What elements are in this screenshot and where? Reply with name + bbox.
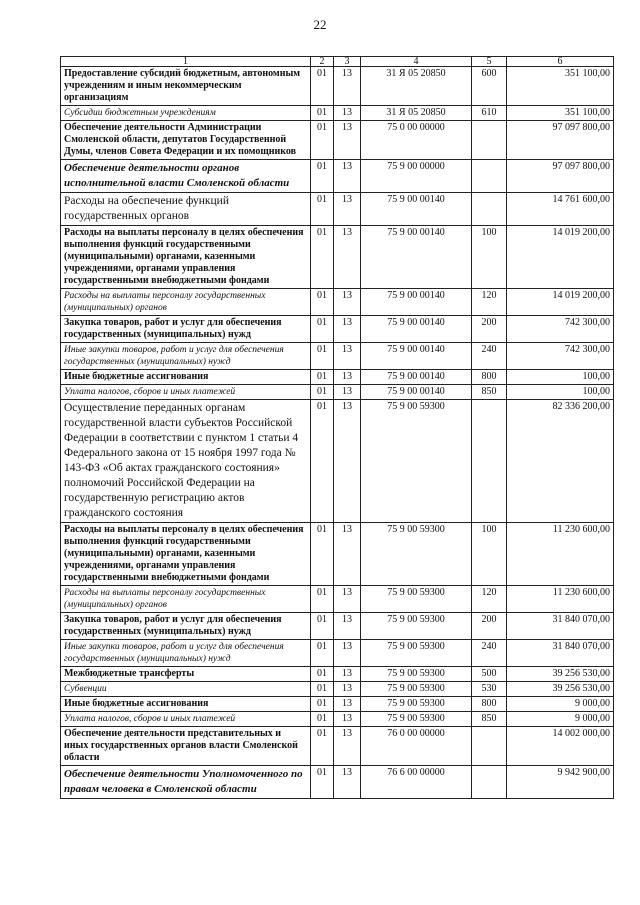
row-name-cell: Иные закупки товаров, работ и услуг для обеспечения государственных (муниципальных) нужд (61, 640, 311, 667)
row-target-article-cell: 75 9 00 59300 (361, 667, 472, 682)
row-name-cell: Закупка товаров, работ и услуг для обеспечения государственных (муниципальных) нужд (61, 316, 311, 343)
row-amount-cell: 39 256 530,00 (507, 682, 614, 697)
row-amount-cell: 11 230 600,00 (507, 523, 614, 586)
row-amount-cell: 9 000,00 (507, 712, 614, 727)
col-header-6: 6 (507, 57, 614, 67)
row-target-article-cell: 75 9 00 00140 (361, 385, 472, 400)
row-name-cell: Иные бюджетные ассигнования (61, 370, 311, 385)
col-header-2: 2 (311, 57, 334, 67)
row-subsection-cell: 13 (334, 613, 361, 640)
col-header-1: 1 (61, 57, 311, 67)
table-row (61, 697, 614, 712)
row-amount-cell: 100,00 (507, 370, 614, 385)
table-row (61, 613, 614, 640)
row-section-cell: 01 (311, 160, 334, 193)
row-subsection-cell: 13 (334, 67, 361, 106)
row-subsection-cell: 13 (334, 193, 361, 226)
row-name-cell: Закупка товаров, работ и услуг для обеспечения государственных (муниципальных) нужд (61, 613, 311, 640)
row-amount-cell: 97 097 800,00 (507, 121, 614, 160)
row-section-cell: 01 (311, 343, 334, 370)
row-subsection-cell: 13 (334, 586, 361, 613)
row-target-article-cell: 75 9 00 00140 (361, 370, 472, 385)
row-subsection-cell: 13 (334, 400, 361, 523)
table-row (61, 712, 614, 727)
row-amount-cell: 97 097 800,00 (507, 160, 614, 193)
row-amount-cell: 31 840 070,00 (507, 613, 614, 640)
row-expense-type-cell (472, 727, 507, 766)
table-row (61, 766, 614, 799)
row-amount-cell: 14 019 200,00 (507, 289, 614, 316)
budget-table (60, 56, 614, 799)
row-name-cell: Субсидии бюджетным учреждениям (61, 106, 311, 121)
col-header-5: 5 (472, 57, 507, 67)
row-amount-cell: 31 840 070,00 (507, 640, 614, 667)
table-row (61, 370, 614, 385)
row-section-cell: 01 (311, 766, 334, 799)
row-subsection-cell: 13 (334, 712, 361, 727)
row-amount-cell: 9 942 900,00 (507, 766, 614, 799)
row-section-cell: 01 (311, 385, 334, 400)
row-expense-type-cell: 100 (472, 523, 507, 586)
row-subsection-cell: 13 (334, 385, 361, 400)
row-expense-type-cell (472, 160, 507, 193)
row-target-article-cell: 75 0 00 00000 (361, 121, 472, 160)
row-name-cell: Расходы на выплаты персоналу государственных (муниципальных) органов (61, 289, 311, 316)
col-header-3: 3 (334, 57, 361, 67)
row-expense-type-cell: 850 (472, 712, 507, 727)
row-name-cell: Предоставление субсидий бюджетным, автономным учреждениям и иным некоммерческим организациям (61, 67, 311, 106)
row-amount-cell: 9 000,00 (507, 697, 614, 712)
row-amount-cell: 100,00 (507, 385, 614, 400)
table-row (61, 667, 614, 682)
row-target-article-cell: 75 9 00 59300 (361, 613, 472, 640)
row-subsection-cell: 13 (334, 316, 361, 343)
row-target-article-cell: 75 9 00 59300 (361, 712, 472, 727)
row-subsection-cell: 13 (334, 523, 361, 586)
row-target-article-cell: 76 6 00 00000 (361, 766, 472, 799)
row-name-cell: Расходы на выплаты персоналу государственных (муниципальных) органов (61, 586, 311, 613)
table-row (61, 727, 614, 766)
row-expense-type-cell: 600 (472, 67, 507, 106)
row-name-cell: Иные бюджетные ассигнования (61, 697, 311, 712)
row-target-article-cell: 31 Я 05 20850 (361, 106, 472, 121)
row-name-cell: Осуществление переданных органам государственной власти субъектов Российской Федерации в соответствии с пунктом 1 статьи 4 Федерального закона от 15 ноября 1997 года № 143-ФЗ «Об актах гражданского состояния» полномочий Российской Федерации на государственную регистрацию актов гражданского состояния (61, 400, 311, 523)
table-row (61, 640, 614, 667)
table-row (61, 586, 614, 613)
row-expense-type-cell: 100 (472, 226, 507, 289)
header-row (61, 57, 614, 67)
table-row (61, 385, 614, 400)
row-target-article-cell: 75 9 00 59300 (361, 682, 472, 697)
row-section-cell: 01 (311, 400, 334, 523)
row-expense-type-cell: 120 (472, 586, 507, 613)
row-name-cell: Иные закупки товаров, работ и услуг для обеспечения государственных (муниципальных) нужд (61, 343, 311, 370)
row-expense-type-cell: 530 (472, 682, 507, 697)
row-subsection-cell: 13 (334, 106, 361, 121)
table-row (61, 226, 614, 289)
row-subsection-cell: 13 (334, 667, 361, 682)
row-section-cell: 01 (311, 67, 334, 106)
row-expense-type-cell: 500 (472, 667, 507, 682)
row-name-cell: Обеспечение деятельности Уполномоченного по правам человека в Смоленской области (61, 766, 311, 799)
row-name-cell: Обеспечение деятельности Администрации Смоленской области, депутатов Государственной Думы, членов Совета Федерации и их помощников (61, 121, 311, 160)
row-section-cell: 01 (311, 121, 334, 160)
row-target-article-cell: 75 9 00 59300 (361, 400, 472, 523)
row-expense-type-cell: 120 (472, 289, 507, 316)
row-name-cell: Уплата налогов, сборов и иных платежей (61, 385, 311, 400)
row-target-article-cell: 75 9 00 00140 (361, 289, 472, 316)
row-section-cell: 01 (311, 289, 334, 316)
row-target-article-cell: 75 9 00 00140 (361, 193, 472, 226)
row-name-cell: Расходы на выплаты персоналу в целях обеспечения выполнения функций государственными (муниципальными) органами, казенными учреждениями, органами управления государственными внебюджетными фондами (61, 226, 311, 289)
row-name-cell: Обеспечение деятельности представительных и иных государственных органов власти Смоленской области (61, 727, 311, 766)
row-target-article-cell: 75 9 00 00140 (361, 343, 472, 370)
row-subsection-cell: 13 (334, 640, 361, 667)
table-row (61, 400, 614, 523)
row-expense-type-cell: 800 (472, 697, 507, 712)
row-expense-type-cell (472, 193, 507, 226)
row-amount-cell: 742 300,00 (507, 316, 614, 343)
row-subsection-cell: 13 (334, 160, 361, 193)
table-row (61, 343, 614, 370)
row-amount-cell: 351 100,00 (507, 67, 614, 106)
table-row (61, 121, 614, 160)
row-expense-type-cell: 200 (472, 613, 507, 640)
table-row (61, 289, 614, 316)
row-amount-cell: 14 002 000,00 (507, 727, 614, 766)
row-section-cell: 01 (311, 727, 334, 766)
row-section-cell: 01 (311, 712, 334, 727)
row-section-cell: 01 (311, 586, 334, 613)
row-name-cell: Межбюджетные трансферты (61, 667, 311, 682)
row-name-cell: Обеспечение деятельности органов исполнительной власти Смоленской области (61, 160, 311, 193)
row-target-article-cell: 75 9 00 59300 (361, 640, 472, 667)
table-row (61, 193, 614, 226)
row-subsection-cell: 13 (334, 727, 361, 766)
col-header-4: 4 (361, 57, 472, 67)
row-expense-type-cell: 850 (472, 385, 507, 400)
row-amount-cell: 14 019 200,00 (507, 226, 614, 289)
row-target-article-cell: 75 9 00 00140 (361, 316, 472, 343)
row-expense-type-cell (472, 121, 507, 160)
row-expense-type-cell: 240 (472, 640, 507, 667)
row-subsection-cell: 13 (334, 289, 361, 316)
row-amount-cell: 11 230 600,00 (507, 586, 614, 613)
table-row (61, 67, 614, 106)
row-expense-type-cell (472, 766, 507, 799)
row-section-cell: 01 (311, 106, 334, 121)
table-row (61, 160, 614, 193)
row-subsection-cell: 13 (334, 121, 361, 160)
row-subsection-cell: 13 (334, 682, 361, 697)
row-section-cell: 01 (311, 226, 334, 289)
row-expense-type-cell: 800 (472, 370, 507, 385)
table-row (61, 682, 614, 697)
row-section-cell: 01 (311, 667, 334, 682)
row-amount-cell: 742 300,00 (507, 343, 614, 370)
row-name-cell: Расходы на обеспечение функций государственных органов (61, 193, 311, 226)
row-target-article-cell: 76 0 00 00000 (361, 727, 472, 766)
row-target-article-cell: 75 9 00 59300 (361, 697, 472, 712)
row-name-cell: Уплата налогов, сборов и иных платежей (61, 712, 311, 727)
row-amount-cell: 82 336 200,00 (507, 400, 614, 523)
row-name-cell: Расходы на выплаты персоналу в целях обеспечения выполнения функций государственными (муниципальными) органами, казенными учреждениями, органами управления государственными внебюджетными фондами (61, 523, 311, 586)
row-section-cell: 01 (311, 193, 334, 226)
row-expense-type-cell: 200 (472, 316, 507, 343)
row-expense-type-cell (472, 400, 507, 523)
row-name-cell: Субвенции (61, 682, 311, 697)
row-target-article-cell: 31 Я 05 20850 (361, 67, 472, 106)
row-expense-type-cell: 240 (472, 343, 507, 370)
row-section-cell: 01 (311, 370, 334, 385)
row-amount-cell: 14 761 600,00 (507, 193, 614, 226)
page-number: 22 (313, 17, 327, 32)
row-section-cell: 01 (311, 697, 334, 712)
table-row (61, 106, 614, 121)
row-section-cell: 01 (311, 613, 334, 640)
row-target-article-cell: 75 9 00 59300 (361, 523, 472, 586)
row-subsection-cell: 13 (334, 226, 361, 289)
table-row (61, 316, 614, 343)
row-amount-cell: 351 100,00 (507, 106, 614, 121)
row-expense-type-cell: 610 (472, 106, 507, 121)
row-section-cell: 01 (311, 523, 334, 586)
row-target-article-cell: 75 9 00 00140 (361, 226, 472, 289)
row-section-cell: 01 (311, 682, 334, 697)
row-section-cell: 01 (311, 316, 334, 343)
row-target-article-cell: 75 9 00 00000 (361, 160, 472, 193)
row-subsection-cell: 13 (334, 370, 361, 385)
row-subsection-cell: 13 (334, 766, 361, 799)
table-row (61, 523, 614, 586)
row-subsection-cell: 13 (334, 343, 361, 370)
row-target-article-cell: 75 9 00 59300 (361, 586, 472, 613)
row-subsection-cell: 13 (334, 697, 361, 712)
row-amount-cell: 39 256 530,00 (507, 667, 614, 682)
row-section-cell: 01 (311, 640, 334, 667)
